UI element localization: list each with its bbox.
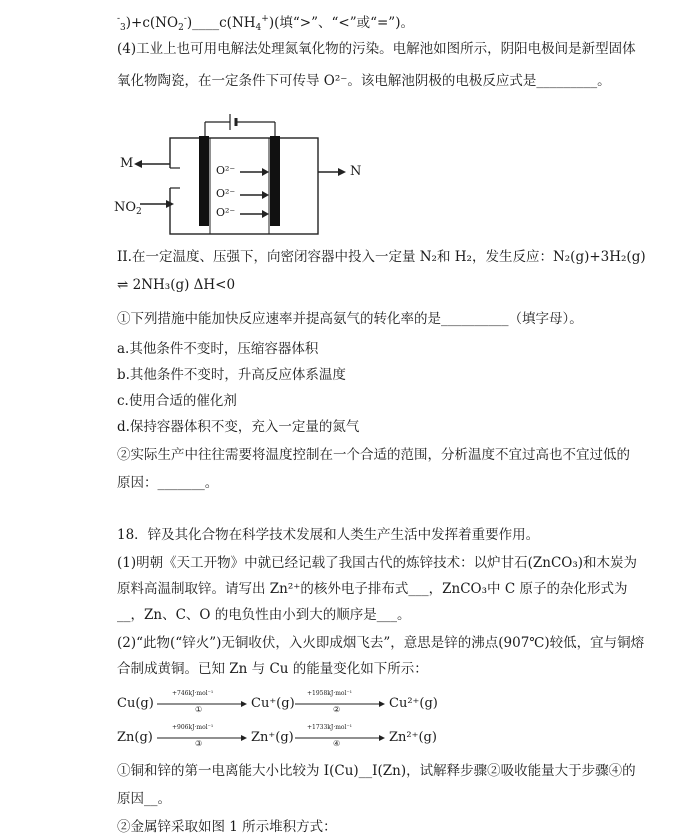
option-b: b.其他条件不变时，升高反应体系温度 bbox=[117, 367, 346, 383]
cu-step2-num: ② bbox=[333, 705, 341, 714]
zn-mid: Zn⁺(g) bbox=[251, 730, 294, 745]
text-segment: )+c(NO bbox=[125, 15, 179, 31]
text-line-11: ②实际生产中往往需要将温度控制在一个合适的范围，分析温度不宜过高也不宜过低的 bbox=[117, 447, 630, 463]
text-line-21: ②金属锌采取如图 1 所示堆积方式： bbox=[117, 819, 337, 835]
text-line-3: 氧化物陶瓷，在一定条件下可传导 O²⁻。该电解池阴极的电极反应式是_________。 bbox=[117, 73, 611, 89]
text-line-1 bbox=[117, 10, 414, 37]
text-line-15: 原料高温制取锌。请写出 Zn²⁺的核外电子排布式___，ZnCO₃中 C 原子的杂化形式为 bbox=[117, 581, 628, 597]
cu-step2-energy: +1958kJ·mol⁻¹ bbox=[307, 690, 353, 697]
option-a: a.其他条件不变时，压缩容器体积 bbox=[117, 341, 319, 357]
text-line-6: ①下列措施中能加快反应速率并提高氨气的转化率的是__________（填字母）。 bbox=[117, 311, 583, 327]
subscript: 3 bbox=[120, 23, 126, 33]
energy-row-cu bbox=[117, 690, 537, 718]
label-n: N bbox=[350, 164, 362, 179]
text-segment: )____c(NH bbox=[186, 15, 256, 31]
zn-step1-energy: +906kJ·mol⁻¹ bbox=[172, 724, 214, 731]
text-segment: )(填“>”、“<”或“=”)。 bbox=[268, 15, 414, 31]
ion-label-2: O²⁻ bbox=[216, 187, 236, 200]
zn-step2-energy: +1733kJ·mol⁻¹ bbox=[307, 724, 353, 731]
zn-step2-num: ④ bbox=[333, 739, 341, 748]
text-line-20: 原因__。 bbox=[117, 791, 171, 807]
question-18-title: 18．锌及其化合物在科学技术发展和人类生产生活中发挥着重要作用。 bbox=[117, 527, 540, 543]
text-line-2: (4)工业上也可用电解法处理氮氧化物的污染。电解池如图所示，阴阳电极间是新型固体 bbox=[117, 41, 636, 57]
label-no2-text: NO bbox=[114, 200, 137, 215]
zn-start: Zn(g) bbox=[117, 730, 153, 745]
text-line-5: ⇌ 2NH₃(g) ΔH<0 bbox=[117, 277, 236, 293]
text-line-12: 原因：_______。 bbox=[117, 475, 219, 491]
subscript: 2 bbox=[178, 23, 184, 33]
label-no2-sub: 2 bbox=[136, 207, 142, 217]
cu-start: Cu(g) bbox=[117, 696, 154, 711]
text-line-4: II.在一定温度、压强下，向密闭容器中投入一定量 N₂和 H₂，发生反应：N₂(g)+3H₂(g) bbox=[117, 249, 646, 265]
text-line-14: (1)明朝《天工开物》中就已经记载了我国古代的炼锌技术：以炉甘石(ZnCO₃)和木炭为 bbox=[117, 555, 638, 571]
superscript: - bbox=[117, 14, 121, 24]
label-no2 bbox=[114, 200, 142, 217]
ion-label-1: O²⁻ bbox=[216, 164, 236, 177]
option-d: d.保持容器体积不变，充入一定量的氮气 bbox=[117, 419, 360, 435]
cu-end: Cu²⁺(g) bbox=[389, 696, 438, 711]
electrolysis-cell-diagram bbox=[110, 100, 370, 240]
superscript: - bbox=[183, 14, 187, 24]
zn-step1-num: ③ bbox=[195, 739, 203, 748]
text-line-18: 合制成黄铜。已知 Zn 与 Cu 的能量变化如下所示： bbox=[117, 661, 428, 677]
text-line-17: (2)“此物(“锌火”)无铜收伏，入火即成烟飞去”，意思是锌的沸点(907℃)较低，宜与铜熔 bbox=[117, 635, 645, 651]
energy-row-zn bbox=[117, 724, 537, 752]
cu-mid: Cu⁺(g) bbox=[251, 696, 295, 711]
cu-step1-num: ① bbox=[195, 705, 203, 714]
option-c: c.使用合适的催化剂 bbox=[117, 393, 237, 409]
zn-end: Zn²⁺(g) bbox=[389, 730, 437, 745]
label-m: M bbox=[120, 156, 134, 171]
cu-step1-energy: +746kJ·mol⁻¹ bbox=[172, 690, 214, 697]
subscript: 4 bbox=[255, 23, 262, 33]
text-line-16: __，Zn、C、O 的电负性由小到大的顺序是___。 bbox=[117, 607, 411, 623]
text-line-19: ①铜和锌的第一电离能大小比较为 I(Cu)__I(Zn)，试解释步骤②吸收能量大于步骤④的 bbox=[117, 763, 636, 779]
ion-label-3: O²⁻ bbox=[216, 206, 236, 219]
superscript: + bbox=[261, 14, 269, 24]
